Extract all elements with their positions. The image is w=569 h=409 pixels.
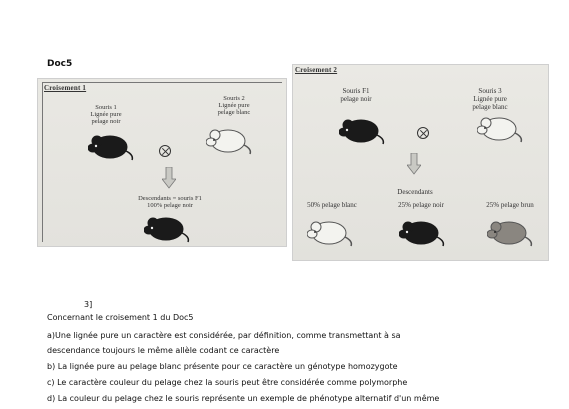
cross2-parent2-label: Souris 3 Lignée pure pelage blanc bbox=[472, 87, 508, 111]
white-mouse-icon bbox=[477, 115, 525, 147]
option-d: d) La couleur du pelage chez le souris représente un exemple de phénotype alternatif d'un même bbox=[47, 394, 440, 403]
cross1-photo bbox=[37, 78, 287, 247]
cross1-title: Croisement 1 bbox=[44, 84, 87, 92]
option-a-line2: descendance toujours le même allèle codant ce caractère bbox=[47, 346, 280, 355]
cross-icon bbox=[417, 127, 429, 139]
cross2-result-white: 50% pelage blanc bbox=[307, 201, 357, 209]
option-c: c) Le caractère couleur du pelage chez la souris peut être considérée comme polymorphe bbox=[47, 378, 408, 387]
cross-icon bbox=[159, 145, 171, 157]
arrow-down-icon bbox=[407, 153, 421, 175]
black-mouse-icon bbox=[144, 215, 192, 245]
question-intro: Concernant le croisement 1 du Doc5 bbox=[47, 313, 194, 322]
white-mouse-icon bbox=[307, 219, 355, 251]
question-number: 3] bbox=[84, 300, 93, 309]
cross2-title: Croisement 2 bbox=[295, 66, 338, 74]
cross1-parent1-label: Souris 1 Lignée pure pelage noir bbox=[90, 104, 122, 125]
cross2-photo bbox=[292, 64, 549, 261]
cross2-result-brown: 25% pelage brun bbox=[486, 201, 534, 209]
white-mouse-icon bbox=[206, 127, 254, 159]
black-mouse-icon bbox=[399, 219, 447, 251]
black-mouse-icon bbox=[339, 117, 387, 149]
cross2-offspring-label: Descendants bbox=[397, 188, 433, 196]
brown-mouse-icon bbox=[487, 219, 535, 251]
doc-label: Doc5 bbox=[47, 59, 73, 69]
option-b: b) La lignée pure au pelage blanc présente pour ce caractère un génotype homozygote bbox=[47, 362, 398, 371]
option-a-line1: a)Une lignée pure un caractère est considérée, par définition, comme transmettant à sa bbox=[47, 331, 401, 340]
cross2-parent1-label: Souris F1 pelage noir bbox=[340, 87, 372, 103]
arrow-down-icon bbox=[162, 167, 176, 189]
black-mouse-icon bbox=[88, 133, 136, 165]
cross1-parent2-label: Souris 2 Lignée pure pelage blanc bbox=[217, 95, 251, 116]
cross1-offspring-label: Descendants = souris F1 100% pelage noir bbox=[138, 195, 202, 209]
cross2-result-black: 25% pelage noir bbox=[398, 201, 444, 209]
